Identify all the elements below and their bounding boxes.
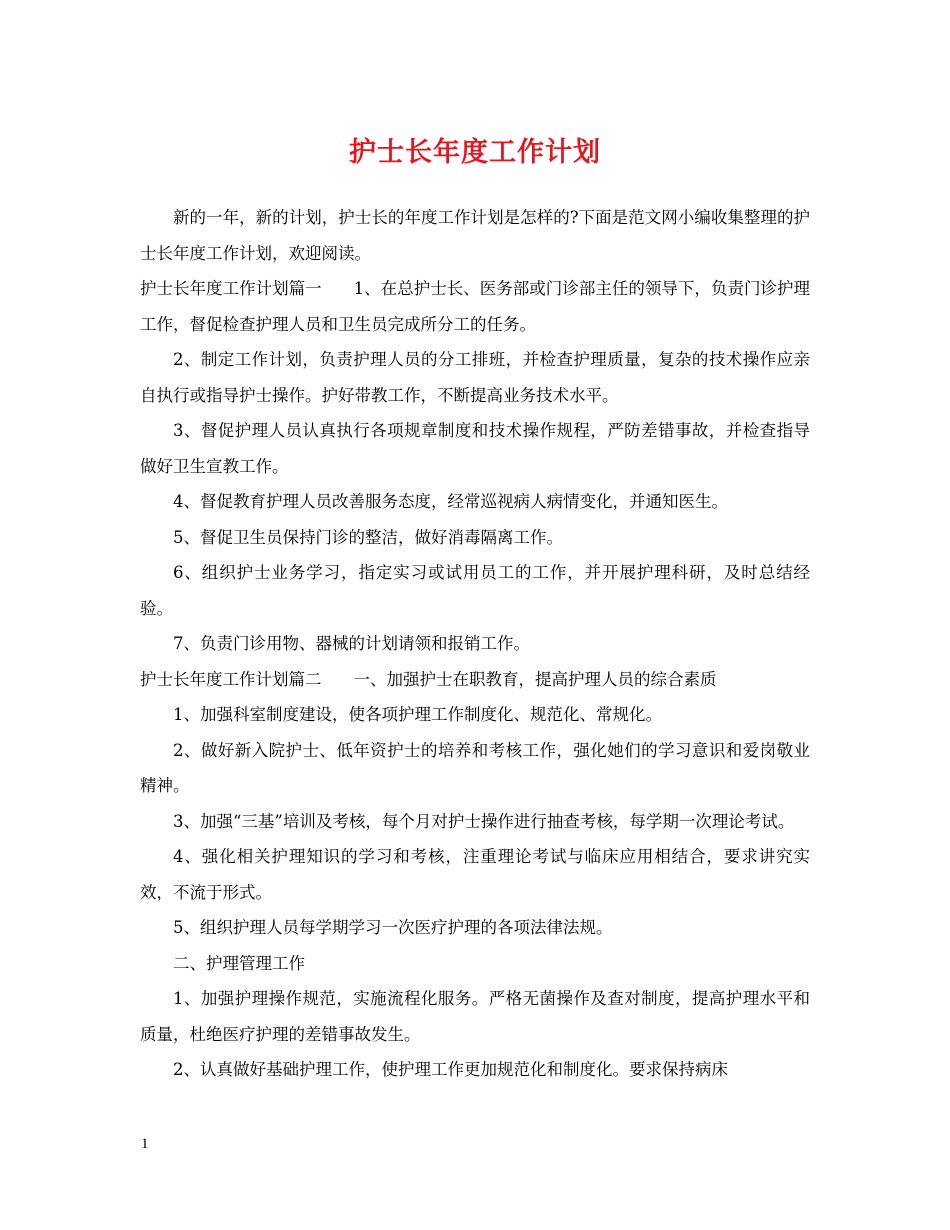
paragraph-text: 4、强化相关护理知识的学习和考核，注重理论考试与临床应用相结合，要求讲究实效，不流于形式。 bbox=[140, 847, 810, 902]
paragraph bbox=[140, 413, 810, 484]
paragraph bbox=[140, 555, 810, 626]
paragraph bbox=[140, 733, 810, 804]
paragraph-text: 7、负责门诊用物、器械的计划请领和报销工作。 bbox=[173, 634, 530, 653]
paragraph bbox=[140, 946, 810, 982]
paragraph-text: 5、组织护理人员每学期学习一次医疗护理的各项法律法规。 bbox=[173, 918, 613, 937]
paragraph bbox=[140, 804, 810, 840]
document-body bbox=[140, 200, 810, 1088]
section-heading: 护士长年度工作计划篇一 bbox=[140, 279, 322, 298]
paragraph bbox=[140, 662, 810, 698]
paragraph-text: 3、督促护理人员认真执行各项规章制度和技术操作规程，严防差错事故，并检查指导做好卫生宣教工作。 bbox=[140, 421, 810, 476]
paragraph bbox=[140, 626, 810, 662]
paragraph bbox=[140, 484, 810, 520]
paragraph-text: 2、做好新入院护士、低年资护士的培养和考核工作，强化她们的学习意识和爱岗敬业精神。 bbox=[140, 740, 810, 795]
paragraph-text: 二、护理管理工作 bbox=[173, 953, 305, 973]
paragraph bbox=[140, 520, 810, 556]
paragraph bbox=[140, 910, 810, 946]
paragraph-text: 1、加强护理操作规范，实施流程化服务。严格无菌操作及查对制度，提高护理水平和质量，杜绝医疗护理的差错事故发生。 bbox=[140, 989, 810, 1044]
paragraph-text: 2、认真做好基础护理工作，使护理工作更加规范化和制度化。要求保持病床 bbox=[173, 1060, 728, 1079]
paragraph bbox=[140, 1052, 810, 1088]
paragraph bbox=[140, 271, 810, 342]
paragraph-text: 5、督促卫生员保持门诊的整洁，做好消毒隔离工作。 bbox=[173, 527, 563, 547]
paragraph bbox=[140, 981, 810, 1052]
paragraph bbox=[140, 200, 810, 271]
paragraph-text: 新的一年，新的计划，护士长的年度工作计划是怎样的?下面是范文网小编收集整理的护士长年度工作计划，欢迎阅读。 bbox=[140, 208, 810, 263]
paragraph-text: 1、在总护士长、医务部或门诊部主任的领导下，负责门诊护理工作，督促检查护理人员和卫生员完成所分工的任务。 bbox=[140, 279, 811, 334]
paragraph bbox=[140, 697, 810, 733]
paragraph-text: 6、组织护士业务学习，指定实习或试用员工的工作，并开展护理科研，及时总结经验。 bbox=[140, 563, 810, 618]
paragraph-text: 4、督促教育护理人员改善服务态度，经常巡视病人病情变化，并通知医生。 bbox=[173, 492, 728, 511]
paragraph bbox=[140, 839, 810, 910]
paragraph-text: 一、加强护士在职教育，提高护理人员的综合素质 bbox=[353, 669, 717, 689]
section-heading: 护士长年度工作计划篇二 bbox=[140, 669, 322, 689]
paragraph-text: 3、加强“三基”培训及考核，每个月对护士操作进行抽查考核，每学期一次理论考试。 bbox=[173, 811, 795, 831]
paragraph-text: 2、制定工作计划，负责护理人员的分工排班，并检查护理质量，复杂的技术操作应亲自执行或指导护士操作。护好带教工作，不断提高业务技术水平。 bbox=[140, 350, 810, 405]
page-number: 1 bbox=[141, 1136, 149, 1152]
paragraph-text: 1、加强科室制度建设，使各项护理工作制度化、规范化、常规化。 bbox=[173, 705, 662, 724]
paragraph bbox=[140, 342, 810, 413]
document-title: 护士长年度工作计划 bbox=[349, 137, 601, 168]
